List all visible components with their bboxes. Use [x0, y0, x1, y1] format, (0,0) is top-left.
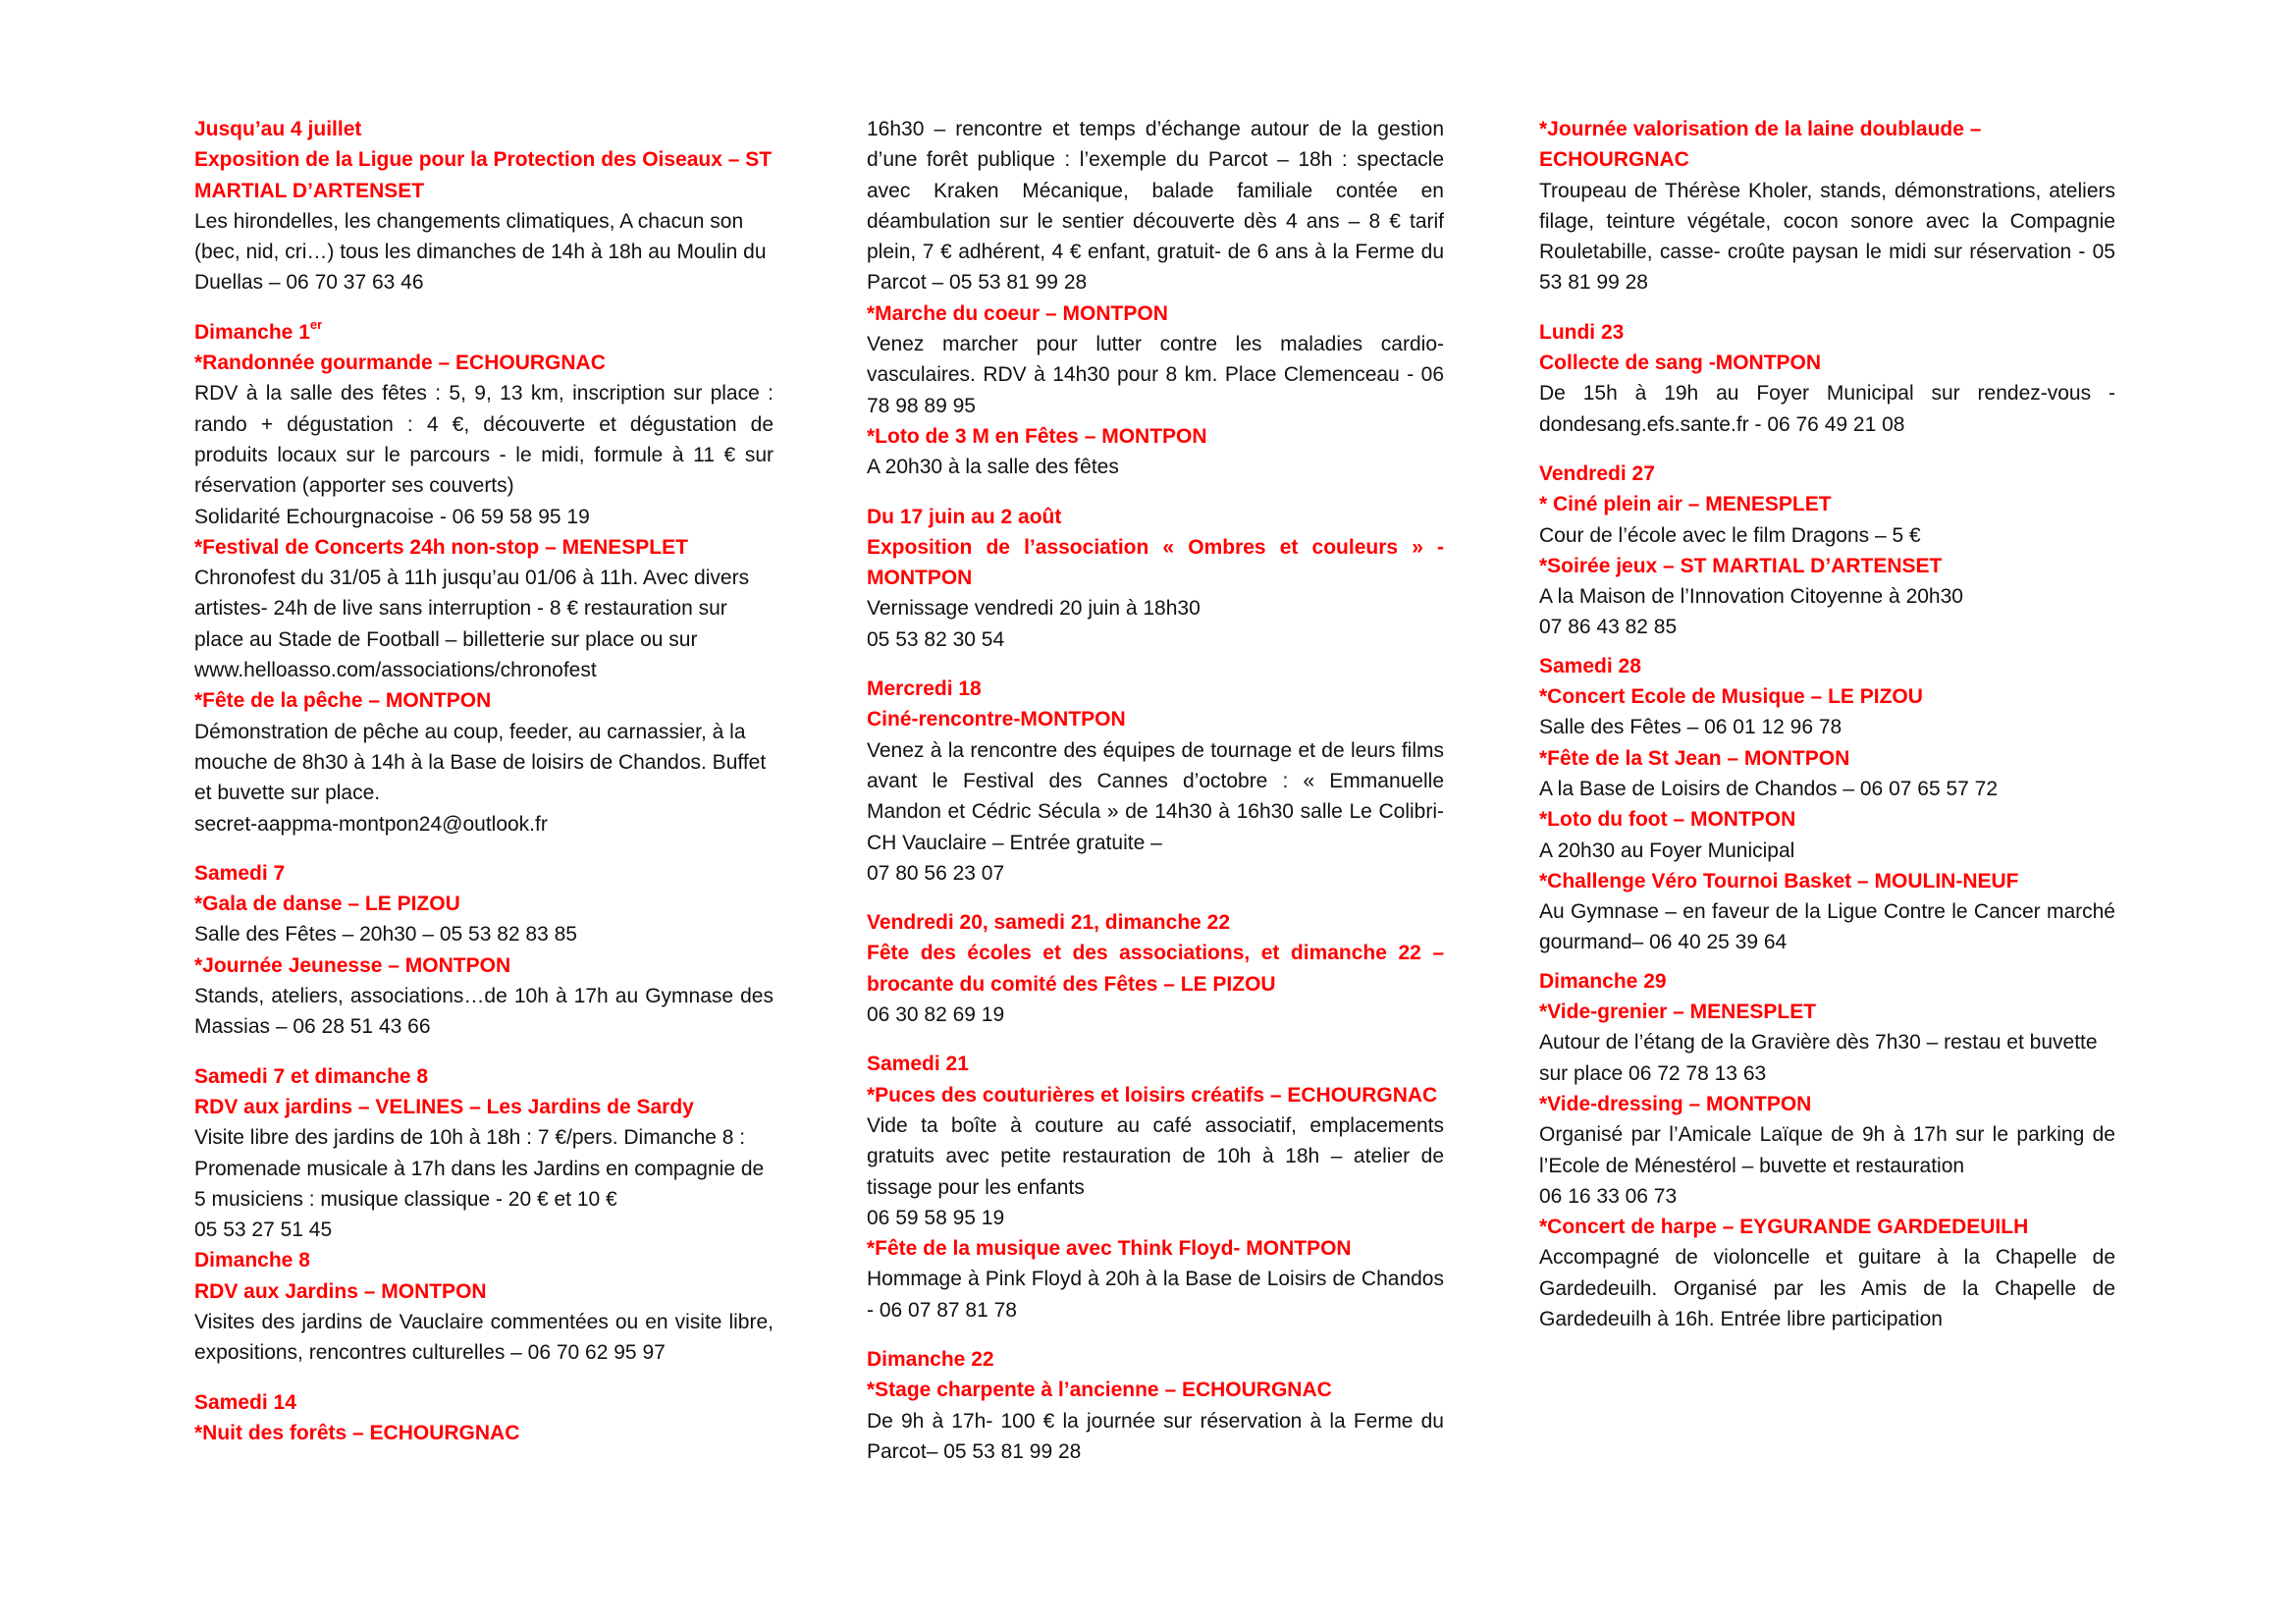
event-section-laine-doublaude [1539, 114, 2115, 298]
event-date: Vendredi 27 [1539, 461, 1655, 485]
event-title: *Fête de la musique avec Think Floyd- MONTPON [867, 1237, 1352, 1261]
event-contact: Solidarité Echourgnacoise - 06 59 58 95 19 [194, 505, 590, 528]
event-contact: 07 86 43 82 85 [1539, 616, 1678, 639]
event-title: *Gala de danse – LE PIZOU [194, 893, 460, 916]
event-date: Du 17 juin au 2 août [867, 505, 1062, 528]
event-description: Accompagné de violoncelle et guitare à la Chapelle de Gardedeuilh. Organisé par les Amis de la Chapelle de Gardedeuilh à 16h. Entrée libre participation [1539, 1246, 2115, 1330]
event-title: Fête des écoles et des associations, et dimanche 22 – brocante du comité des Fêtes – LE PIZOU [867, 942, 1444, 996]
event-title: *Fête de la St Jean – MONTPON [1539, 746, 1850, 770]
event-section-samedi-14 [194, 1387, 774, 1449]
event-date: Dimanche 1er [194, 316, 323, 344]
event-description: Duellas – 06 70 37 63 46 [194, 271, 424, 295]
event-description: Visite libre des jardins de 10h à 18h : 7 €/pers. Dimanche 8 : [194, 1126, 746, 1150]
event-description: Venez marcher pour lutter contre les maladies cardio-vasculaires. RDV à 14h30 pour 8 km. Place Clemenceau - 06 78 98 89 95 [867, 333, 1444, 417]
event-title: *Fête de la pêche – MONTPON [194, 689, 492, 713]
event-title: Exposition de l’association « Ombres et couleurs » - MONTPON [867, 535, 1444, 590]
event-date: Samedi 7 et dimanche 8 [194, 1064, 429, 1088]
event-title: MARTIAL D’ARTENSET [194, 179, 425, 202]
event-title: *Stage charpente à l’ancienne – ECHOURGNAC [867, 1379, 1332, 1402]
event-title: *Challenge Véro Tournoi Basket – MOULIN-NEUF [1539, 869, 2019, 893]
event-title: *Festival de Concerts 24h non-stop – MENESPLET [194, 535, 688, 559]
event-title: RDV aux Jardins – MONTPON [194, 1279, 487, 1303]
event-title: *Puces des couturières et loisirs créatifs – ECHOURGNAC [867, 1083, 1438, 1107]
event-contact: 05 53 27 51 45 [194, 1218, 333, 1242]
event-section-dimanche-29 [1539, 966, 2115, 1335]
event-title: *Vide-grenier – MENESPLET [1539, 1001, 1817, 1024]
event-description: (bec, nid, cri…) tous les dimanches de 14h à 18h au Moulin du [194, 241, 767, 264]
event-date: Samedi 7 [194, 861, 286, 885]
event-section-lpo [194, 114, 774, 298]
event-description: Démonstration de pêche au coup, feeder, au carnassier, à la [194, 720, 746, 743]
event-description: Vernissage vendredi 20 juin à 18h30 [867, 597, 1201, 621]
event-section-samedi-7-dimanche-8 [194, 1061, 774, 1369]
event-description: A 20h30 au Foyer Municipal [1539, 839, 1795, 862]
event-date: Samedi 21 [867, 1053, 969, 1076]
event-description: Stands, ateliers, associations…de 10h à 17h au Gymnase des Massias – 06 28 51 43 66 [194, 985, 774, 1039]
event-description: 16h30 – rencontre et temps d’échange autour de la gestion d’une forêt publique : l’exemple du Parcot – 18h : spectacle avec Kraken Mécanique, balade familiale contée en déambulation sur le sentier découverte dès 4 ans – 8 € tarif plein, 7 € adhérent, 4 € enfant, gratuit- de 6 ans à la Ferme du Parcot – 05 53 81 99 28 [867, 118, 1444, 295]
event-date: Dimanche 8 [194, 1249, 310, 1272]
event-section-lundi-23 [1539, 317, 2115, 440]
event-description: Chronofest du 31/05 à 11h jusqu’au 01/06 à 11h. Avec divers artistes- 24h de live sans interruption - 8 € restauration sur place au Stade de Football – billetterie sur place ou sur www.helloasso.com/associations/chronofest [194, 567, 750, 682]
event-date: Samedi 14 [194, 1390, 296, 1414]
event-date: Samedi 28 [1539, 654, 1641, 677]
event-title: *Nuit des forêts – ECHOURGNAC [194, 1421, 520, 1444]
event-description: De 9h à 17h- 100 € la journée sur réservation à la Ferme du Parcot– 05 53 81 99 28 [867, 1409, 1444, 1463]
event-contact: 06 59 58 95 19 [867, 1206, 1005, 1229]
event-title: *Soirée jeux – ST MARTIAL D’ARTENSET [1539, 554, 1943, 577]
event-description: Au Gymnase – en faveur de la Ligue Contre le Cancer marché gourmand– 06 40 25 39 64 [1539, 900, 2115, 954]
event-title: *Journée valorisation de la laine doublaude – ECHOURGNAC [1539, 118, 1982, 172]
event-section-samedi-21 [867, 1049, 1444, 1326]
event-title: *Marche du coeur – MONTPON [867, 301, 1168, 325]
event-description: Les hirondelles, les changements climatiques, A chacun son [194, 209, 744, 233]
event-date: Mercredi 18 [867, 677, 982, 701]
event-title: *Randonnée gourmande – ECHOURGNAC [194, 352, 606, 375]
event-date: Lundi 23 [1539, 320, 1625, 344]
event-section-dimanche-22 [867, 1344, 1444, 1467]
event-date: Dimanche 22 [867, 1347, 994, 1371]
event-section-vendredi-20 [867, 907, 1444, 1030]
event-date: Jusqu’au 4 juillet [194, 118, 362, 140]
event-title: *Concert Ecole de Musique – LE PIZOU [1539, 685, 1923, 709]
event-description: 5 musiciens : musique classique - 20 € et 10 € [194, 1187, 617, 1211]
event-section-vendredi-27 [1539, 459, 2115, 643]
event-description: et buvette sur place. [194, 782, 381, 805]
event-description: De 15h à 19h au Foyer Municipal sur rendez-vous - dondesang.efs.sante.fr - 06 76 49 21 08 [1539, 382, 2115, 436]
event-title: *Journée Jeunesse – MONTPON [194, 953, 511, 977]
event-contact: 07 80 56 23 07 [867, 861, 1005, 885]
event-contact: 06 30 82 69 19 [867, 1003, 1005, 1027]
event-description: mouche de 8h30 à 14h à la Base de loisirs de Chandos. Buffet [194, 750, 767, 774]
event-description: Visites des jardins de Vauclaire commentées ou en visite libre, expositions, rencontres culturelles – 06 70 62 95 97 [194, 1310, 774, 1365]
event-date: Dimanche 29 [1539, 969, 1667, 993]
event-section-ombres-couleurs [867, 502, 1444, 655]
column-left [194, 114, 774, 1448]
event-contact-email[interactable]: secret-aappma-montpon24@outlook.fr [194, 812, 548, 836]
event-description: A 20h30 à la salle des fêtes [867, 456, 1119, 479]
event-description: Autour de l’étang de la Gravière dès 7h30 – restau et buvette sur place 06 72 78 13 63 [1539, 1031, 2098, 1085]
event-description: Vide ta boîte à couture au café associatif, emplacements gratuits avec petite restauration de 10h à 18h – atelier de tissage pour les enfants [867, 1113, 1444, 1199]
event-section-samedi-28 [1539, 651, 2115, 958]
event-section-continued [867, 114, 1444, 483]
event-date: Vendredi 20, samedi 21, dimanche 22 [867, 911, 1231, 935]
event-title: RDV aux jardins – VELINES – Les Jardins de Sardy [194, 1095, 694, 1118]
event-description: Organisé par l’Amicale Laïque de 9h à 17h sur le parking de l’Ecole de Ménestérol – buvette et restauration [1539, 1123, 2115, 1177]
event-title: * Ciné plein air – MENESPLET [1539, 493, 1832, 516]
event-description: Troupeau de Thérèse Kholer, stands, démonstrations, ateliers filage, teinture végétale, cocon sonore avec la Compagnie Rouletabille, casse- croûte paysan le midi sur réservation - 05 53 81 99 28 [1539, 179, 2115, 295]
event-section-dimanche-1 [194, 317, 774, 839]
event-title: *Vide-dressing – MONTPON [1539, 1092, 1812, 1115]
event-section-mercredi-18 [867, 674, 1444, 889]
event-title: *Concert de harpe – EYGURANDE GARDEDEUILH [1539, 1216, 2029, 1239]
event-contact: 05 53 82 30 54 [867, 627, 1005, 651]
event-description: Cour de l’école avec le film Dragons – 5 € [1539, 523, 1921, 547]
event-title: *Loto de 3 M en Fêtes – MONTPON [867, 424, 1207, 448]
event-title: Collecte de sang -MONTPON [1539, 352, 1822, 375]
event-contact: 06 16 33 06 73 [1539, 1184, 1678, 1208]
event-description: RDV à la salle des fêtes : 5, 9, 13 km, inscription sur place : rando + dégustation : 4 €, découverte et dégustation de produits locaux sur le parcours - le midi, formule à 11 € sur réservation (apporter ses couverts) [194, 382, 774, 498]
event-description: A la Maison de l’Innovation Citoyenne à 20h30 [1539, 585, 1963, 609]
event-description: Promenade musicale à 17h dans les Jardins en compagnie de [194, 1157, 765, 1180]
column-right [1539, 114, 2115, 1334]
event-title: Exposition de la Ligue pour la Protection des Oiseaux – ST [194, 148, 773, 172]
event-description: Hommage à Pink Floyd à 20h à la Base de Loisirs de Chandos - 06 07 87 81 78 [867, 1268, 1444, 1322]
event-description: Salle des Fêtes – 20h30 – 05 53 82 83 85 [194, 923, 577, 947]
event-description: A la Base de Loisirs de Chandos – 06 07 65 57 72 [1539, 777, 1999, 800]
event-title: Ciné-rencontre-MONTPON [867, 708, 1126, 731]
event-section-samedi-7 [194, 858, 774, 1043]
event-description: Salle des Fêtes – 06 01 12 96 78 [1539, 716, 1842, 739]
event-title: *Loto du foot – MONTPON [1539, 808, 1796, 832]
column-middle [867, 114, 1444, 1467]
event-description: Venez à la rencontre des équipes de tournage et de leurs films avant le Festival des Cannes d’octobre : « Emmanuelle Mandon et Cédric Sécula » de 14h30 à 16h30 salle Le Colibri-CH Vauclaire – Entrée gratuite – [867, 738, 1444, 854]
